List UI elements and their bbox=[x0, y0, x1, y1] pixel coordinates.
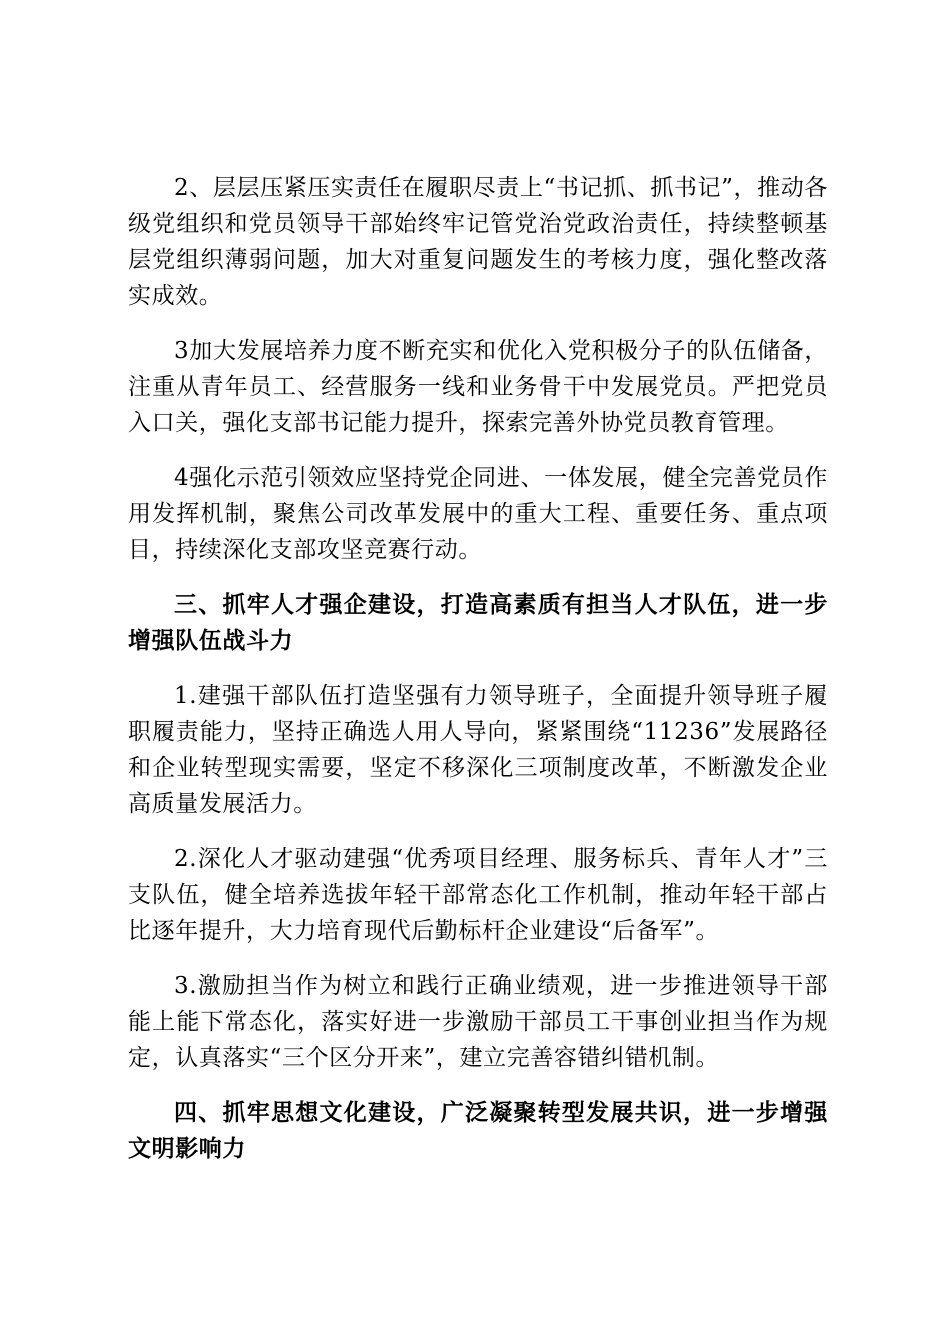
paragraph-1-cadre-team: 1.建强干部队伍打造坚强有力领导班子，全面提升领导班子履职履责能力，坚持正确选人用人导向，紧紧围绕“11236”发展路径和企业转型现实需要，坚定不移深化三项制度改革，不断激发企业高质量发展活力。 bbox=[128, 683, 828, 817]
paragraph-2-responsibility: 2、层层压紧压实责任在履职尽责上“书记抓、抓书记”，推动各级党组织和党员领导干部始终牢记管党治党政治责任，持续整顿基层党组织薄弱问题，加大对重复问题发生的考核力度，强化整改落实成效。 bbox=[128, 175, 828, 309]
document-page bbox=[128, 170, 828, 1186]
paragraph-3-incentive: 3.激励担当作为树立和践行正确业绩观，进一步推进领导干部能上能下常态化，落实好进一步激励干部员工干事创业担当作为规定，认真落实“三个区分开来”，建立完善容错纠错机制。 bbox=[128, 973, 828, 1071]
paragraph-3-training: 3加大发展培养力度不断充实和优化入党积极分子的队伍储备，注重从青年员工、经营服务一线和业务骨干中发展党员。严把党员入口关，强化支部书记能力提升，探索完善外协党员教育管理。 bbox=[128, 338, 828, 436]
paragraph-4-demonstration: 4强化示范引领效应坚持党企同进、一体发展，健全完善党员作用发挥机制，聚焦公司改革发展中的重大工程、重要任务、重点项目，持续深化支部攻坚竞赛行动。 bbox=[128, 465, 828, 563]
section-heading-four: 四、抓牢思想文化建设，广泛凝聚转型发展共识，进一步增强文明影响力 bbox=[128, 1099, 828, 1162]
paragraph-2-talent-drive: 2.深化人才驱动建强“优秀项目经理、服务标兵、青年人才”三支队伍，健全培养选拔年轻干部常态化工作机制，推动年轻干部占比逐年提升，大力培育现代后勤标杆企业建设“后备军”。 bbox=[128, 846, 828, 944]
section-heading-three: 三、抓牢人才强企建设，打造高素质有担当人才队伍，进一步增强队伍战斗力 bbox=[128, 591, 828, 654]
